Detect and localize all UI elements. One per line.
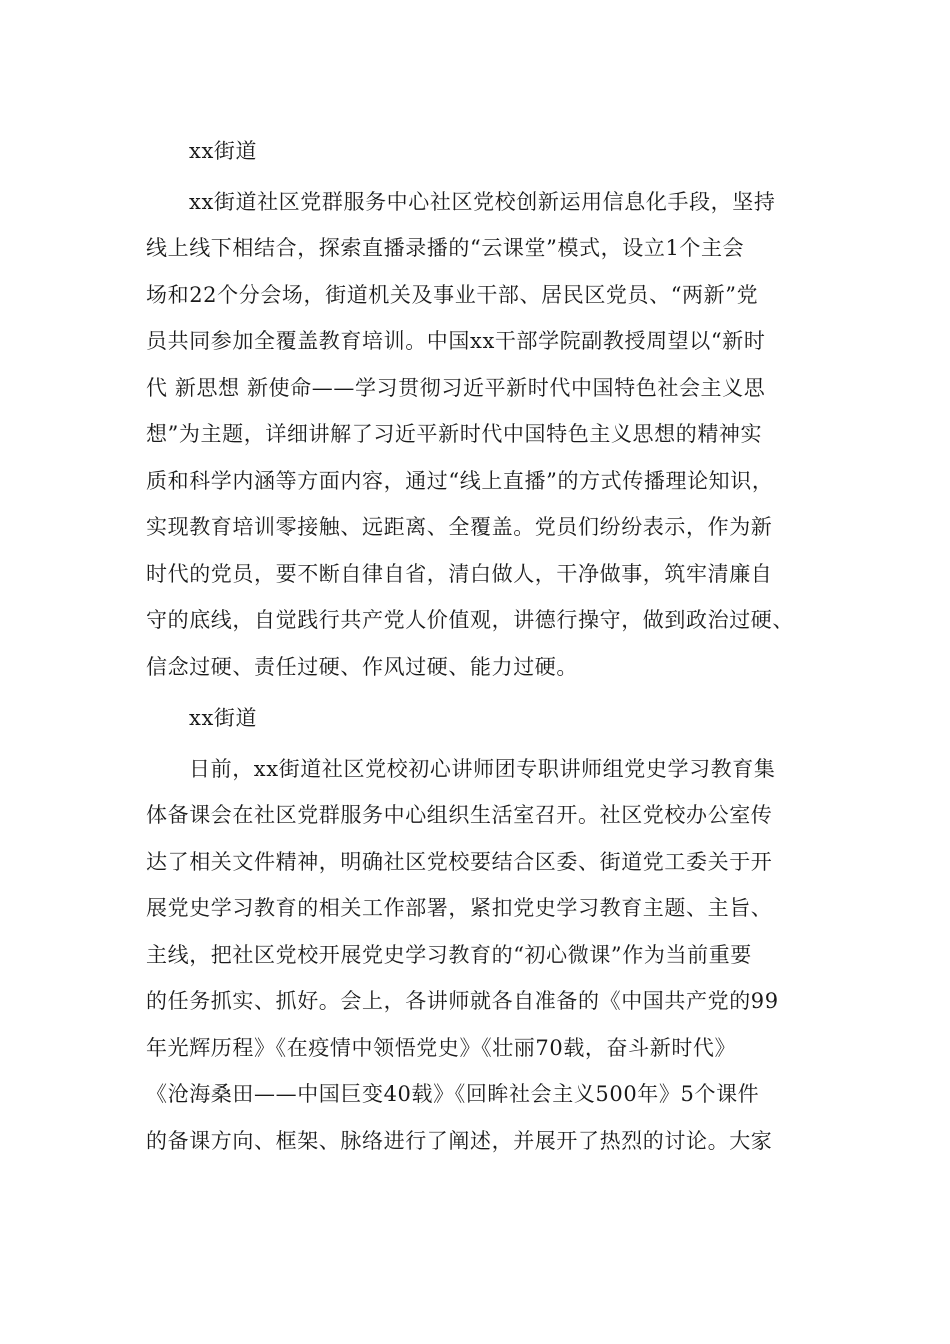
paragraph-line: 主线，把社区党校开展党史学习教育的“初心微课”作为当前重要 bbox=[146, 943, 752, 967]
paragraph-line: 日前，xx街道社区党校初心讲师团专职讲师组党史学习教育集 bbox=[189, 757, 776, 781]
paragraph-line: 展党史学习教育的相关工作部署，紧扣党史学习教育主题、主旨、 bbox=[146, 896, 773, 920]
paragraph-line: 的备课方向、框架、脉络进行了阐述，并展开了热烈的讨论。大家 bbox=[146, 1129, 773, 1153]
paragraph-line: 体备课会在社区党群服务中心组织生活室召开。社区党校办公室传 bbox=[146, 803, 773, 827]
paragraph-line: 时代的党员，要不断自律自省，清白做人，干净做事，筑牢清廉自 bbox=[146, 562, 773, 586]
paragraph-line: xx街道社区党群服务中心社区党校创新运用信息化手段，坚持 bbox=[189, 190, 776, 214]
paragraph-line: 员共同参加全覆盖教育培训。中国xx干部学院副教授周望以“新时 bbox=[146, 329, 766, 353]
paragraph-line: 的任务抓实、抓好。会上，各讲师就各自准备的《中国共产党的99 bbox=[146, 989, 779, 1013]
paragraph-line: 想”为主题，详细讲解了习近平新时代中国特色主义思想的精神实 bbox=[146, 422, 763, 446]
section-heading: xx街道 bbox=[189, 706, 258, 730]
paragraph-line: 信念过硬、责任过硬、作风过硬、能力过硬。 bbox=[146, 655, 578, 679]
paragraph-line: 实现教育培训零接触、远距离、全覆盖。党员们纷纷表示，作为新 bbox=[146, 515, 773, 539]
paragraph-line: 达了相关文件精神，明确社区党校要结合区委、街道党工委关于开 bbox=[146, 850, 773, 874]
paragraph-line: 年光辉历程》《在疫情中领悟党史》《壮丽70载，奋斗新时代》 bbox=[146, 1036, 737, 1060]
paragraph-line: 质和科学内涵等方面内容，通过“线上直播”的方式传播理论知识， bbox=[146, 469, 774, 493]
paragraph-line: 《沧海桑田——中国巨变40载》《回眸社会主义500年》5个课件 bbox=[146, 1082, 760, 1106]
section-heading: xx街道 bbox=[189, 139, 258, 163]
paragraph-line: 场和22个分会场，街道机关及事业干部、居民区党员、“两新”党 bbox=[146, 283, 759, 307]
paragraph-line: 线上线下相结合，探索直播录播的“云课堂”模式，设立1个主会 bbox=[146, 236, 745, 260]
paragraph-line: 代 新思想 新使命——学习贯彻习近平新时代中国特色社会主义思 bbox=[146, 376, 766, 400]
paragraph-line: 守的底线，自觉践行共产党人价值观，讲德行操守，做到政治过硬、 bbox=[146, 608, 794, 632]
